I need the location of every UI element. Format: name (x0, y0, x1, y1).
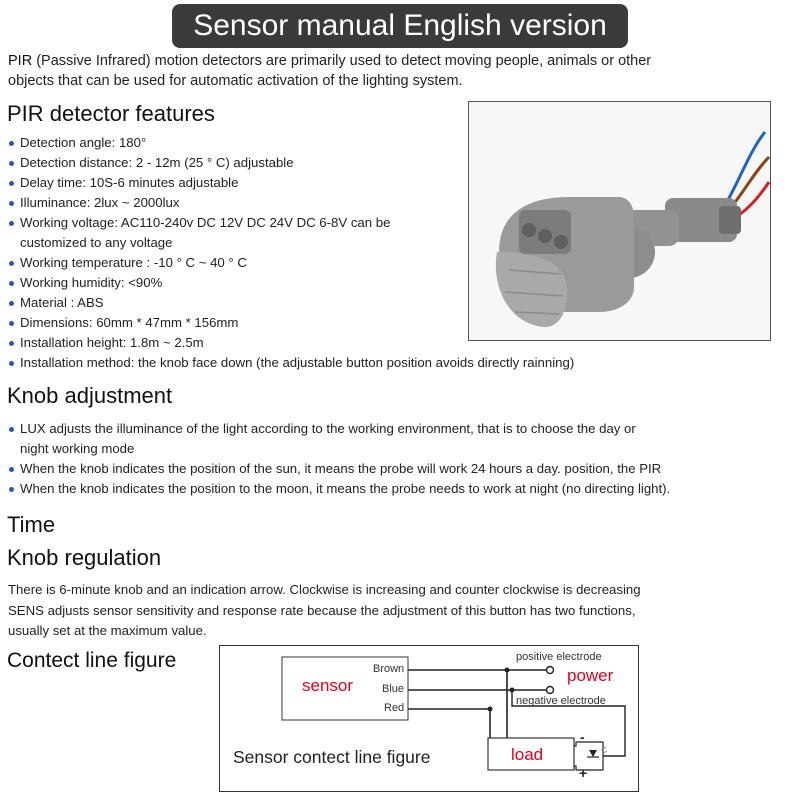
intro-lead: PIR (8, 53, 33, 69)
minus-sign: - (580, 729, 585, 745)
diode-icon (589, 750, 597, 757)
diagram-caption: Sensor contect line figure (233, 747, 431, 767)
feature-item: Detection angle: 180° (8, 133, 648, 153)
intro-line-2: objects that can be used for automatic activation of the lighting system. (8, 73, 463, 89)
knob-item-continuation: night working mode (20, 441, 135, 456)
sensor-label: sensor (302, 676, 354, 695)
knob-item: LUX adjusts the illuminance of the light according to the working environment, that is to choose the day or (8, 419, 798, 439)
wire-label-blue: Blue (382, 683, 405, 695)
contact-heading: Contect line figure (7, 649, 177, 672)
intro-line-1 (8, 51, 768, 71)
regulation-line: usually set at the maximum value. (8, 623, 207, 638)
knob-list (8, 419, 798, 499)
wire-label-red: Red (384, 702, 405, 714)
feature-item: Detection distance: 2 - 12m (25 ° C) adjustable (8, 153, 648, 173)
knob-heading: Knob adjustment (7, 383, 173, 408)
negative-electrode-label: negative electrode (516, 695, 606, 707)
intro-line-1-text: (Passive Infrared) motion detectors are primarily used to detect moving people, animals or other (32, 53, 652, 69)
feature-item: Dimensions: 60mm * 47mm * 156mm (8, 313, 648, 333)
intro-paragraph (8, 51, 768, 91)
knob-item: When the knob indicates the position of the sun, it means the probe will work 24 hours a day. position, the PIR (8, 459, 798, 479)
feature-item: Illuminance: 2lux ~ 2000lux (8, 193, 648, 213)
features-heading: PIR detector features (7, 101, 215, 126)
pir-motion-sensor-photo-icon (469, 102, 770, 340)
feature-item-continuation: customized to any voltage (20, 235, 173, 250)
knob-item: When the knob indicates the position to the moon, it means the probe needs to work at night (no directing light). (8, 479, 798, 499)
feature-item: Installation method: the knob face down (the adjustable button position avoids directly rainning) (8, 353, 800, 373)
wire-label-brown: Brown (373, 663, 405, 675)
plus-sign: + (579, 765, 588, 781)
wiring-diagram (219, 645, 639, 792)
regulation-line: SENS adjusts sensor sensitivity and response rate because the adjustment of this button has two functions, (8, 602, 636, 618)
positive-electrode-label: positive electrode (516, 651, 602, 663)
load-label: load (511, 745, 544, 764)
page-title: Sensor manual English version (172, 4, 628, 48)
regulation-line: There is 6-minute knob and an indication arrow. Clockwise is increasing and counter clockwise is decreasing (8, 582, 641, 597)
power-label: power (567, 666, 614, 685)
feature-item: Working humidity: <90% (8, 273, 648, 293)
positive-terminal (547, 667, 554, 674)
sensor-photo (468, 101, 771, 341)
feature-item: Material : ABS (8, 293, 648, 313)
feature-item: Working voltage: AC110-240v DC 12V DC 24V DC 6-8V can be (8, 213, 648, 233)
regulation-paragraph (8, 580, 798, 642)
regulation-heading: Knob regulation (7, 545, 162, 570)
negative-terminal (547, 687, 554, 694)
feature-item: Delay time: 10S-6 minutes adjustable (8, 173, 648, 193)
feature-item: Installation height: 1.8m ~ 2.5m (8, 333, 648, 353)
feature-item: Working temperature : -10 ° C ~ 40 ° C (8, 253, 648, 273)
time-heading: Time (7, 512, 56, 537)
